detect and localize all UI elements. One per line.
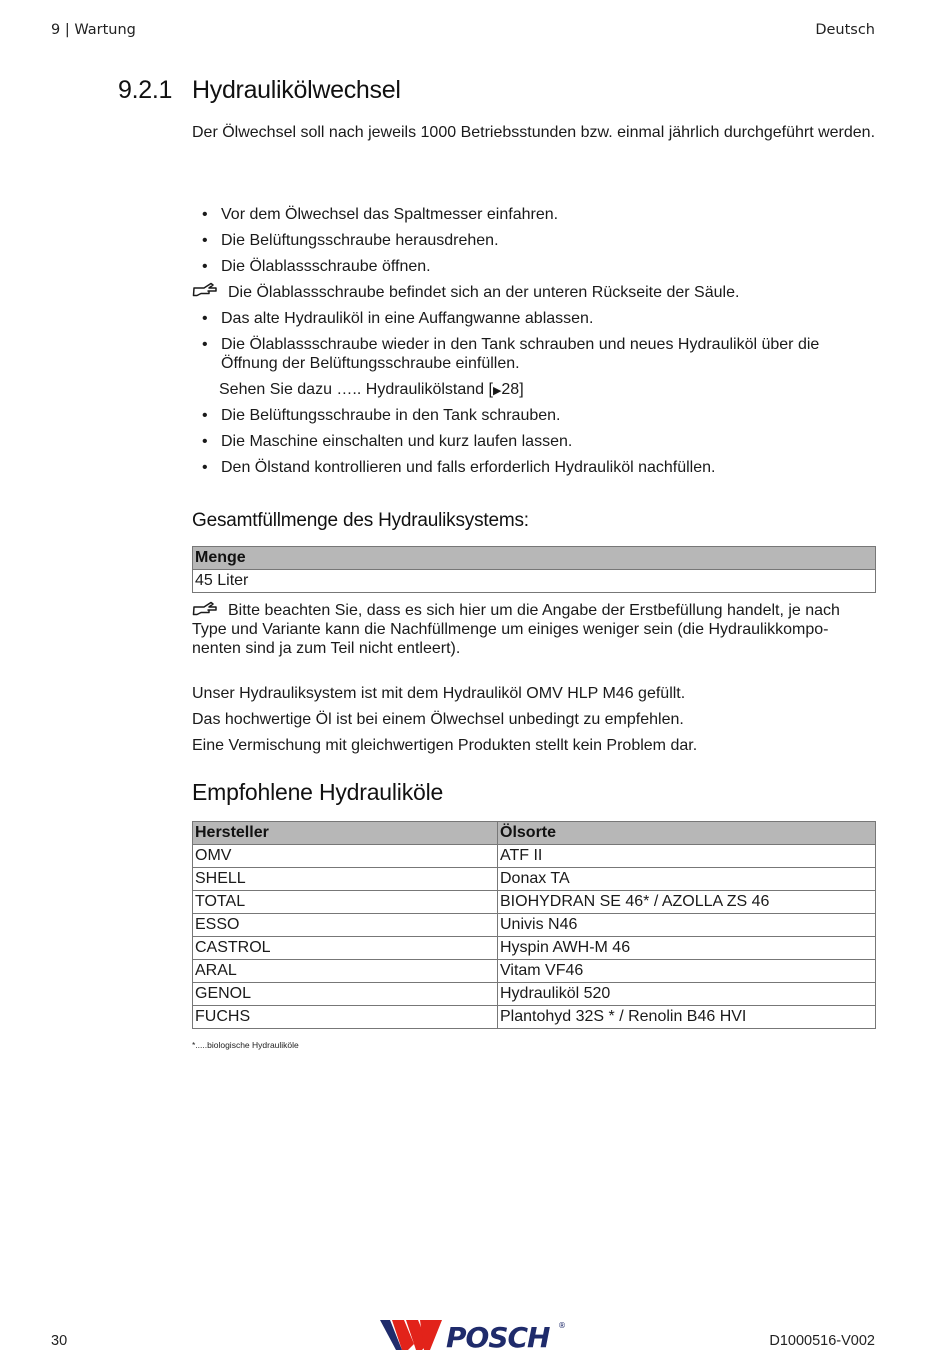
document-id: D1000516-V002 xyxy=(769,1333,875,1349)
manufacturer-cell: TOTAL xyxy=(193,891,498,914)
manufacturer-cell: OMV xyxy=(193,845,498,868)
posch-logo xyxy=(380,1318,570,1363)
step-item: • Vor dem Ölwechsel das Spaltmesser einfahren. xyxy=(192,205,876,231)
table-row xyxy=(193,983,876,1006)
table-row xyxy=(193,914,876,937)
oil-paragraph: Das hochwertige Öl ist bei einem Ölwechsel unbedingt zu empfehlen. xyxy=(192,711,684,728)
oil-paragraph: Unser Hydrauliksystem ist mit dem Hydrauliköl OMV HLP M46 gefüllt. xyxy=(192,685,686,702)
reference-close: ] xyxy=(519,381,524,398)
oil-type-cell: Donax TA xyxy=(498,868,876,891)
manufacturer-cell: FUCHS xyxy=(193,1006,498,1029)
table-footnote: *.....biologische Hydrauliköle xyxy=(192,1040,299,1050)
column-header-oil-type: Ölsorte xyxy=(498,822,876,845)
oil-type-cell: BIOHYDRAN SE 46* / AZOLLA ZS 46 xyxy=(498,891,876,914)
fill-table-header: Menge xyxy=(193,547,876,570)
oil-type-cell: ATF II xyxy=(498,845,876,868)
section-title-text: Hydraulikölwechsel xyxy=(192,76,401,104)
step-list xyxy=(192,205,876,484)
oil-type-cell: Plantohyd 32S * / Renolin B46 HVI xyxy=(498,1006,876,1029)
step-reference xyxy=(192,380,876,406)
reference-link-page[interactable]: 28 xyxy=(501,381,520,398)
page-number: 30 xyxy=(51,1333,68,1349)
step-item: • Die Maschine einschalten und kurz laufen lassen. xyxy=(192,432,876,458)
manufacturer-cell: CASTROL xyxy=(193,937,498,960)
pointing-hand-icon xyxy=(192,282,218,303)
manufacturer-cell: ARAL xyxy=(193,960,498,983)
logo-wordmark: POSCH xyxy=(446,1321,550,1354)
recommended-table xyxy=(192,821,876,1029)
oil-type-cell: Hyspin AWH-M 46 xyxy=(498,937,876,960)
manufacturer-cell: GENOL xyxy=(193,983,498,1006)
section-number: 9.2.1 xyxy=(118,76,173,104)
oil-type-cell: Hydrauliköl 520 xyxy=(498,983,876,1006)
table-row xyxy=(193,845,876,868)
column-header-manufacturer: Hersteller xyxy=(193,822,498,845)
intro-paragraph: Der Ölwechsel soll nach jeweils 1000 Betriebsstunden bzw. einmal jährlich durchgeführt werden. xyxy=(192,124,876,141)
fill-heading: Gesamtfüllmenge des Hydrauliksystems: xyxy=(192,510,529,531)
reference-text: Sehen Sie dazu ….. Hydraulikölstand [ xyxy=(219,381,493,398)
table-row xyxy=(193,891,876,914)
fill-table xyxy=(192,546,876,593)
oil-paragraph: Eine Vermischung mit gleichwertigen Produkten stellt kein Problem dar. xyxy=(192,737,698,754)
section-title xyxy=(118,76,401,105)
fill-note-text: Bitte beachten Sie, dass es sich hier um die Angabe der Erstbefüllung handelt, je nach Type und Variante kann die Nachfüllmenge um einiges weniger sein (die Hydraulikkompo-nenten sind ja zum Teil nicht entleert). xyxy=(192,602,840,657)
fill-note xyxy=(192,601,876,658)
svg-text:®: ® xyxy=(558,1321,566,1330)
table-row xyxy=(193,960,876,983)
manufacturer-cell: ESSO xyxy=(193,914,498,937)
step-note-text: Die Ölablassschraube befindet sich an der unteren Rückseite der Säule. xyxy=(228,284,740,301)
step-item: • Die Belüftungsschraube in den Tank schrauben. xyxy=(192,406,876,432)
table-row xyxy=(193,868,876,891)
recommended-heading: Empfohlene Hydrauliköle xyxy=(192,779,444,805)
manufacturer-cell: SHELL xyxy=(193,868,498,891)
arrow-right-icon: ▶ xyxy=(492,385,502,397)
fill-table-value: 45 Liter xyxy=(193,570,876,593)
oil-type-cell: Vitam VF46 xyxy=(498,960,876,983)
table-row xyxy=(193,937,876,960)
step-note xyxy=(192,283,876,309)
oil-type-cell: Univis N46 xyxy=(498,914,876,937)
step-item: • Den Ölstand kontrollieren und falls erforderlich Hydrauliköl nachfüllen. xyxy=(192,458,876,484)
step-item: • Die Ölablassschraube öffnen. xyxy=(192,257,876,283)
table-row xyxy=(193,1006,876,1029)
pointing-hand-icon xyxy=(192,601,218,622)
header-chapter: 9 | Wartung xyxy=(51,22,136,38)
step-item: • Die Ölablassschraube wieder in den Tank schrauben und neues Hydrauliköl über die Öffnung der Belüftungsschraube einfüllen. xyxy=(192,335,876,380)
header-language: Deutsch xyxy=(815,22,875,38)
step-item: • Die Belüftungsschraube herausdrehen. xyxy=(192,231,876,257)
step-item: • Das alte Hydrauliköl in eine Auffangwanne ablassen. xyxy=(192,309,876,335)
